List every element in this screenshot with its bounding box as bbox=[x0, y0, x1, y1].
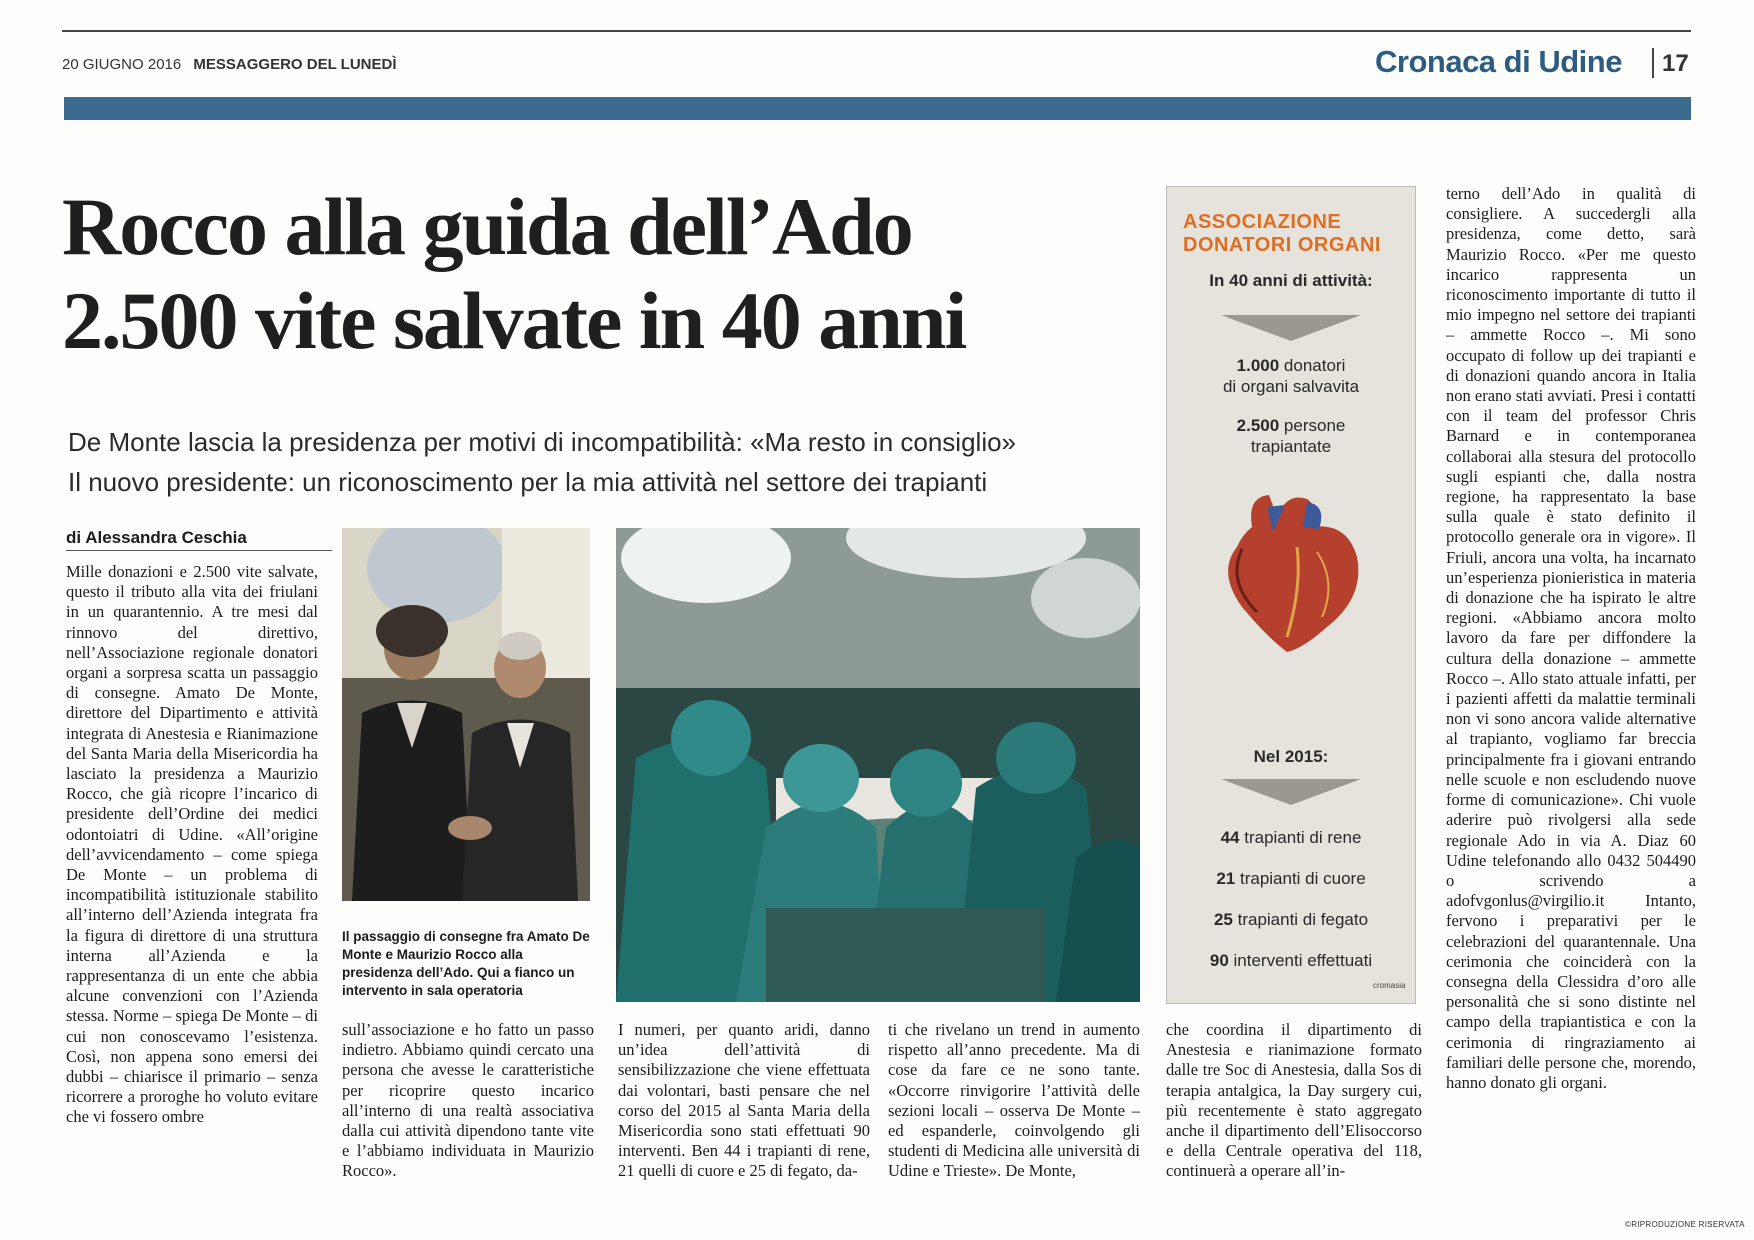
stat-label: trapianti di cuore bbox=[1239, 869, 1366, 888]
copyright-notice: ©RIPRODUZIONE RISERVATA bbox=[1625, 1220, 1745, 1229]
stat-value: 1.000 bbox=[1236, 356, 1280, 375]
down-arrow-icon bbox=[1221, 315, 1361, 341]
infobox-title bbox=[1183, 211, 1381, 257]
article-column-5: che coordina il dipartimento di Anestesia e rianimazione formato dalle tre Soc di Anestesia, dalla Sos di terapia antalgica, la Day surgery cui, più recentemente è stato aggregato anche il dipartimento dell’Elisoccorso e della Centrale operativa del 118, continuerà a operare all’in- bbox=[1166, 1020, 1422, 1181]
article-column-4: ti che rivelano un trend in aumento rispetto all’anno precedente. Ma di cose da fare ce ne sono tante. «Occorre rinvigorire l’attività delle sezioni locali – osserva De Monte – ed espanderle, coinvolgendo gli studenti di Medicina alle università di Udine e Trieste». De Monte, bbox=[888, 1020, 1140, 1181]
section-divider bbox=[1652, 48, 1654, 78]
subheadline bbox=[68, 422, 1188, 502]
section-title: Cronaca di Udine bbox=[1375, 44, 1622, 79]
heart-icon bbox=[1207, 487, 1377, 657]
article-column-1: Mille donazioni e 2.500 vite salvate, questo il tributo alla vita dei friulani in un quarantennio. A tre mesi dal rinnovo del direttivo, nell’Associazione regionale donatori organi a sorpresa scatta un passaggio di consegne. Amato De Monte, direttore del Dipartimento e attività integrata di Anestesia e Rianimazione del Santa Maria della Misericordia ha lasciato la presidenza a Maurizio Rocco, che già ricopre l’incarico di presidente dell’Ordine dei medici odontoiatri di Udine. «All’origine dell’avvicendamento – come spiega De Monte – un problema di incompatibilità istituzionale stabilito all’interno dell’Azienda integrata fra la figura di direttore di una struttura interna all’Azienda e la rappresentanza di un ente che abbia alcune convenzioni con l’Azienda stessa. Norme – spiega De Monte – di cui non conoscevamo l’esistenza. Così, non appena sono emersi dei dubbi – chiarisce il primario – senza ricorrere a proroghe ho voluto evitare che vi fossero ombre bbox=[66, 562, 318, 1127]
stat-value: 25 bbox=[1213, 910, 1233, 929]
article-column-3: I numeri, per quanto aridi, danno un’idea dell’attività di sensibilizzazione che viene effettuata dai volontari, basti pensare che nel corso del 2015 al Santa Maria della Misericordia sono stati effettuati 90 interventi. Ben 44 i trapianti di rene, 21 quelli di cuore e 25 di fegato, da- bbox=[618, 1020, 870, 1181]
stat-label: trapianti di fegato bbox=[1237, 910, 1369, 929]
infographic-credit: cromasia bbox=[1373, 981, 1406, 990]
stat-label: di organi salvavita bbox=[1222, 377, 1360, 396]
stat-label: interventi effettuati bbox=[1233, 951, 1373, 970]
infobox-stat-rene bbox=[1167, 827, 1415, 848]
issue-date: 20 GIUGNO 2016 bbox=[62, 56, 182, 73]
headline-line-2: 2.500 vite salvate in 40 anni bbox=[62, 275, 966, 366]
byline: di Alessandra Ceschia bbox=[66, 528, 247, 547]
subheadline-line-2: Il nuovo presidente: un riconoscimento per la mia attività nel settore dei trapianti bbox=[68, 467, 988, 497]
infobox-stat-trapiantate bbox=[1167, 415, 1415, 457]
masthead-dateline bbox=[62, 56, 397, 73]
infobox-heading-40-anni: In 40 anni di attività: bbox=[1209, 271, 1373, 290]
page-number: 17 bbox=[1662, 50, 1689, 77]
headline-line-1: Rocco alla guida dell’Ado bbox=[62, 181, 912, 272]
infobox-stat-fegato bbox=[1167, 909, 1415, 930]
section-band bbox=[64, 97, 1691, 120]
stat-label: donatori bbox=[1283, 356, 1346, 375]
article-column-2: sull’associazione e ho fatto un passo indietro. Abbiamo quindi cercato una persona che avesse le caratteristiche per ricoprire questo incarico all’interno di una realtà associativa dalla cui attività dipendono tante vite e l’abbiamo individuata in Maurizio Rocco». bbox=[342, 1020, 594, 1181]
infobox-stat-donatori bbox=[1167, 355, 1415, 397]
infobox-donatori bbox=[1166, 186, 1416, 1004]
headline bbox=[62, 180, 1182, 368]
newspaper-name: MESSAGGERO DEL LUNEDÌ bbox=[193, 56, 397, 73]
stat-label: trapianti di rene bbox=[1244, 828, 1362, 847]
down-arrow-icon bbox=[1221, 779, 1361, 805]
photo-caption: Il passaggio di consegne fra Amato De Monte e Maurizio Rocco alla presidenza dell’Ado. Qui a fianco un intervento in sala operatoria bbox=[342, 929, 590, 998]
stat-value: 2.500 bbox=[1236, 416, 1280, 435]
stat-label: trapiantate bbox=[1250, 437, 1332, 456]
article-column-6: terno dell’Ado in qualità di consigliere. A succedergli alla presidenza, come detto, sarà Maurizio Rocco. «Per me questo incarico rappresenta un riconoscimento importante di tutto il mio impegno nel settore dei trapianti – ammette Rocco –. Mi sono occupato di follow up dei trapianti e di donazioni quando ancora in Italia non erano stati avviati. Presi i contatti con il team del professor Chris Barnard e in contemporanea collaborai alla stesura del protocollo sugli espianti che, dalla nostra regione, ha rappresentato la base sulla quale è stato definito il protocollo generale ora in vigore». Il Friuli, ancora una volta, ha incarnato un’esperienza pionieristica in materia di donazione che ha ispirato le altre regioni. «Abbiamo ancora molto lavoro da fare per diffondere la cultura della donazione – ammette Rocco –. Allo stato attuale infatti, per i pazienti affetti da malattie terminali non vi sono ancora valide alternative al trapianto, vogliamo far breccia principalmente fra i giovani entrando nelle scuole e non escludendo nuove forme di comunicazione». Chi vuole aderire può rivolgersi alla sede regionale Ado in via A. Diaz 60 Udine telefonando allo 0432 504490 o scrivendo a adofvgonlus@virgilio.it Intanto, fervono i preparativi per le celebrazioni del quarantennale. Una cerimonia che coinciderà con la consegna della Clessidra d’oro alle personalità che si sono distinte nel campo della trapiantistica e con la cerimonia di ringraziamento ai familiari delle persone che, morendo, hanno donato gli organi. bbox=[1446, 184, 1696, 1092]
photo-operating-room bbox=[616, 528, 1140, 1002]
infobox-stat-interventi bbox=[1167, 950, 1415, 971]
infobox-title-line-1: ASSOCIAZIONE bbox=[1183, 211, 1342, 233]
photo-handover bbox=[342, 528, 590, 901]
byline-rule bbox=[66, 550, 332, 551]
stat-value: 21 bbox=[1216, 869, 1236, 888]
stat-value: 90 bbox=[1209, 951, 1229, 970]
infobox-heading-2015: Nel 2015: bbox=[1253, 747, 1329, 766]
photo-operating-room-image bbox=[616, 528, 1140, 1002]
photo-handover-image bbox=[342, 528, 590, 901]
infobox-title-line-2: DONATORI ORGANI bbox=[1183, 234, 1381, 256]
stat-label: persone bbox=[1283, 416, 1346, 435]
infobox-stat-cuore bbox=[1167, 868, 1415, 889]
stat-value: 44 bbox=[1220, 828, 1240, 847]
top-rule bbox=[62, 30, 1691, 32]
subheadline-line-1: De Monte lascia la presidenza per motivi di incompatibilità: «Ma resto in consiglio» bbox=[68, 427, 1017, 457]
